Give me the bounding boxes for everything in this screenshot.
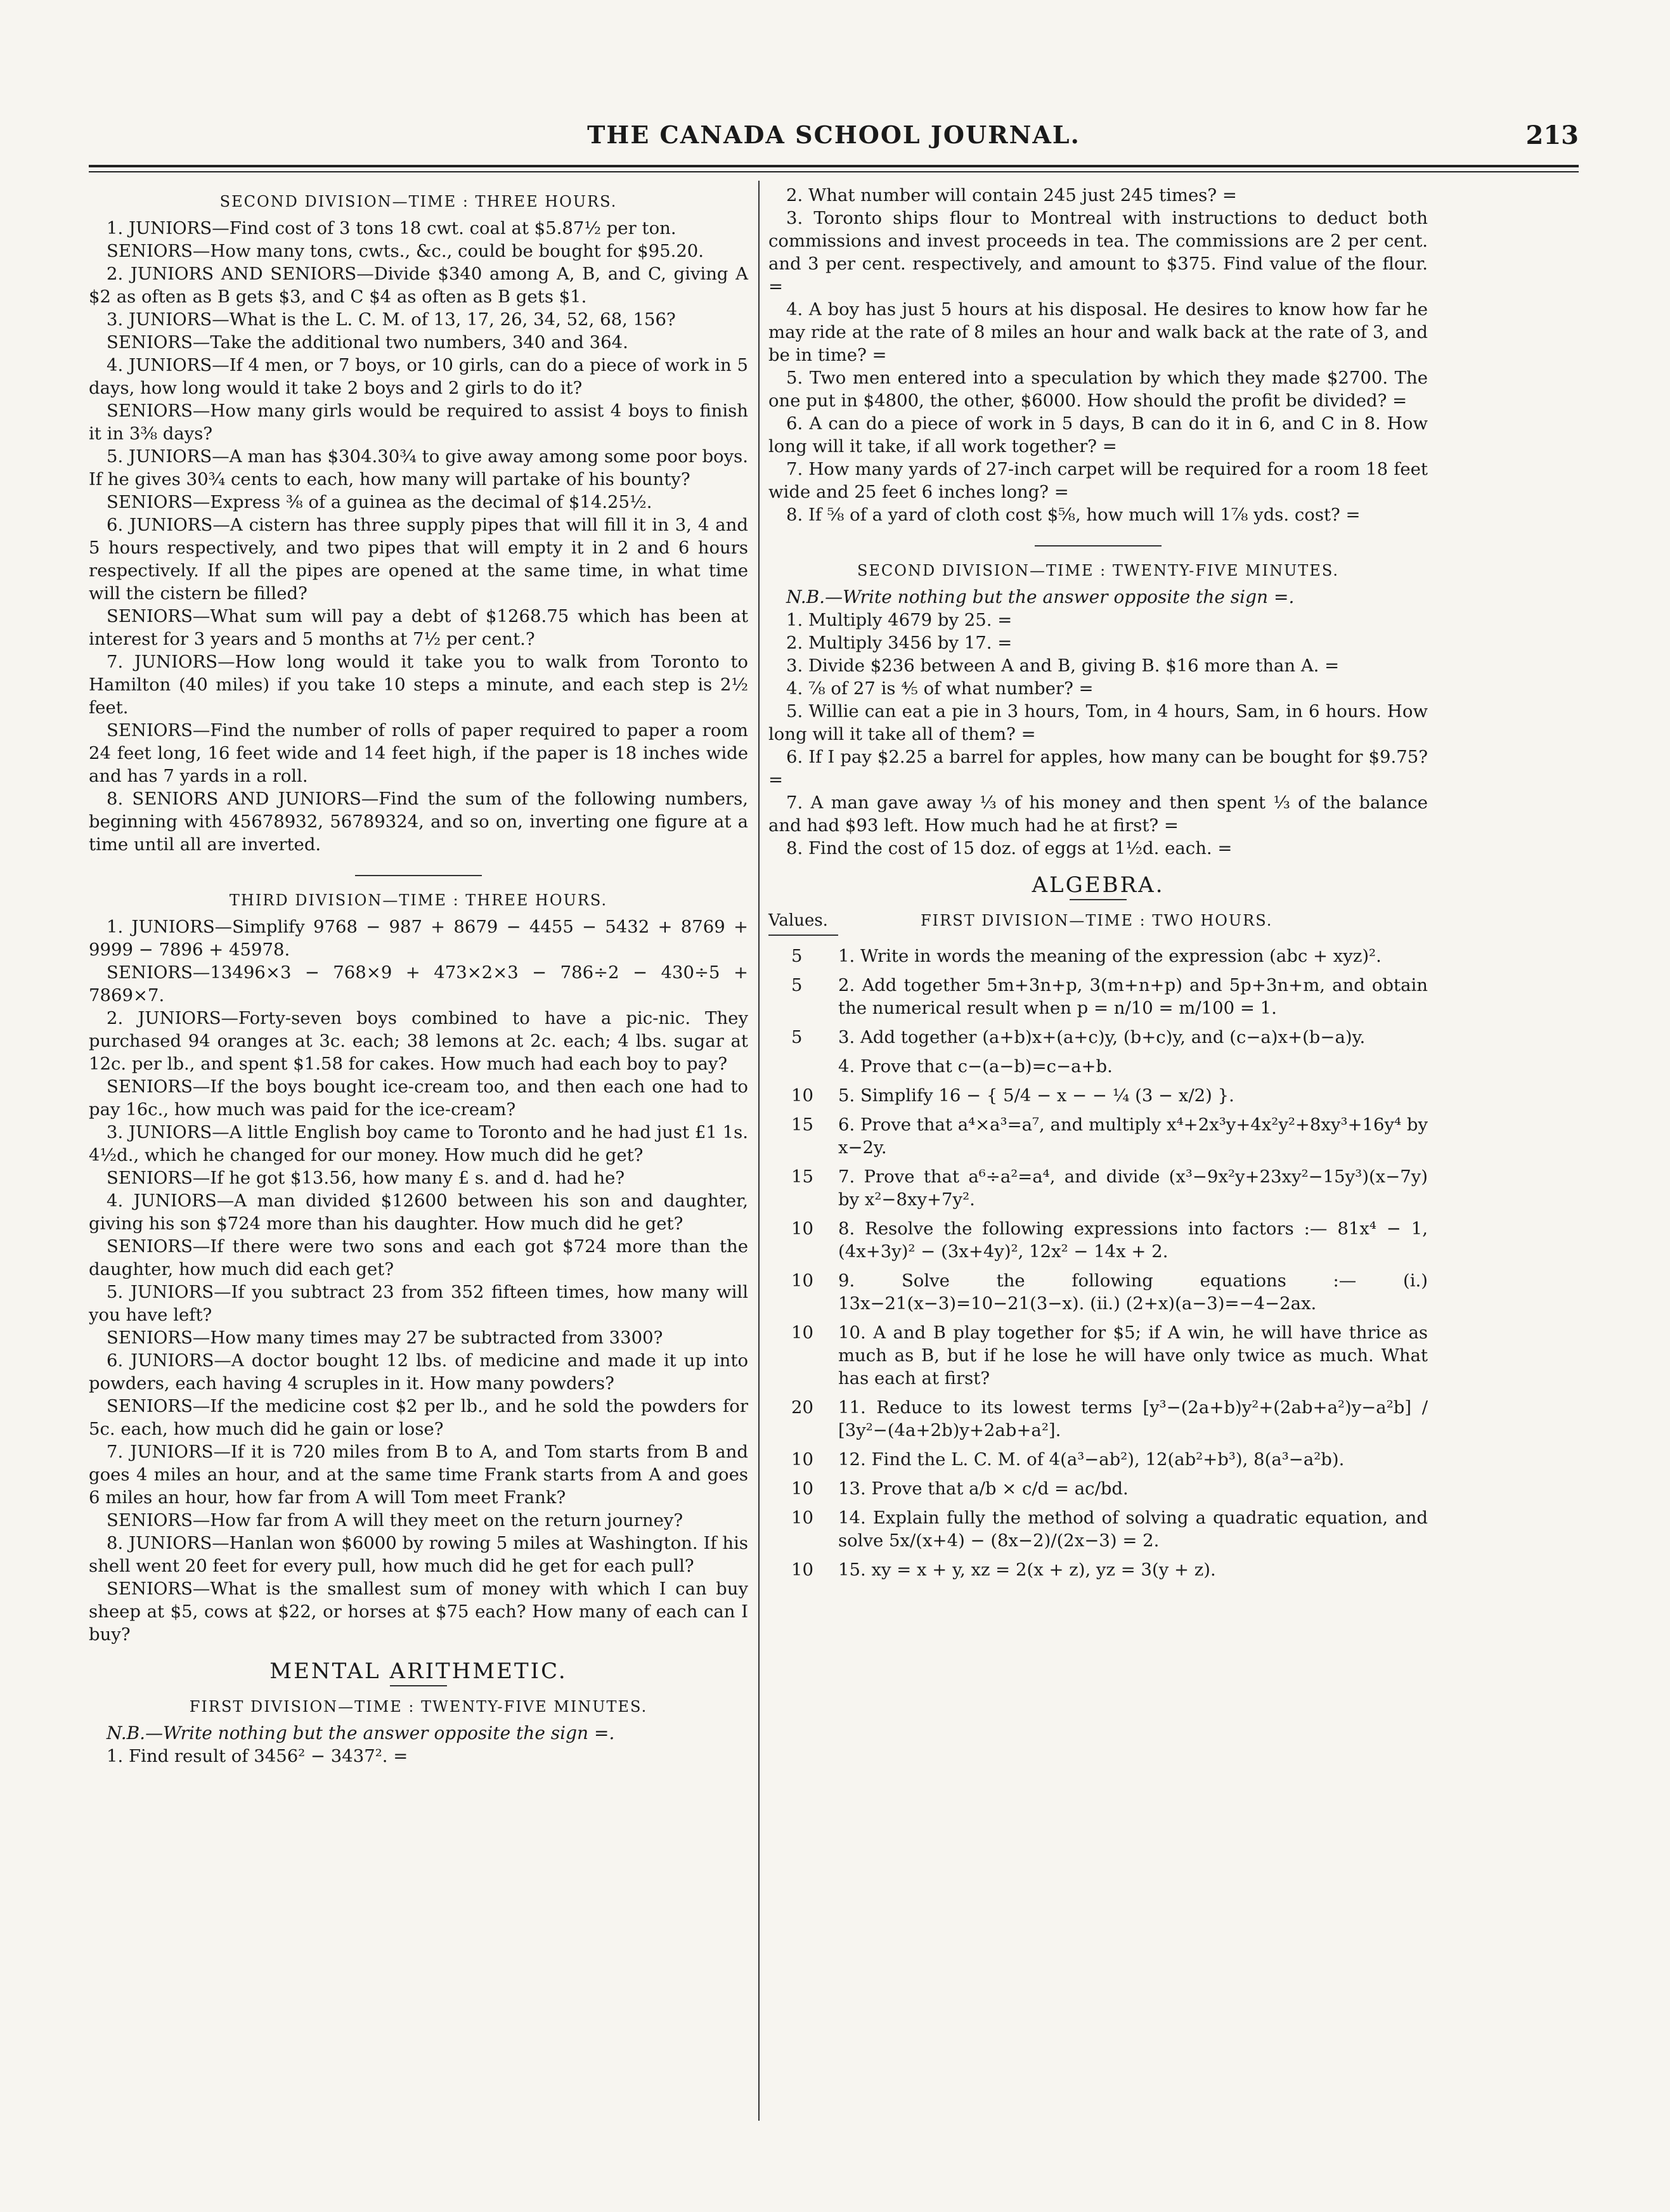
section-heading: SECOND DIVISION—TIME : THREE HOURS. <box>219 193 618 210</box>
question: 1. JUNIORS—Find cost of 3 tons 18 cwt. coal at $5.87½ per ton. <box>107 218 676 238</box>
question-value: 10 <box>791 1560 813 1580</box>
question: SENIORS—How far from A will they meet on the return journey? <box>107 1510 683 1530</box>
question-list <box>768 609 1428 860</box>
section-heading: SECOND DIVISION—TIME : TWENTY-FIVE MINUTES. <box>857 562 1340 579</box>
question-value: 15 <box>791 1167 813 1187</box>
question-text: 9. Solve the following equations :— (i.) 13x−21(x−3)=10−21(3−x). (ii.) (2+x)(a−3)=−4−2ax. <box>838 1271 1428 1314</box>
question-text: 3. Add together (a+b)x+(a+c)y, (b+c)y, and (c−a)x+(b−a)y. <box>838 1027 1366 1047</box>
question-text: 10. A and B play together for $5; if A win, he will have thrice as much as B, but if he lose he will have only twice as much. What has each at first? <box>838 1323 1428 1388</box>
question-text: 12. Find the L. C. M. of 4(a³−ab²), 12(ab²+b³), 8(a³−a²b). <box>838 1449 1345 1470</box>
question: SENIORS—If he got $13.56, how many £ s. and d. had he? <box>107 1168 625 1188</box>
question: SENIORS—How many times may 27 be subtracted from 3300? <box>107 1328 663 1348</box>
question: 6. JUNIORS—A cistern has three supply pipes that will fill it in 3, 4 and 5 hours respectively, and two pipes that will empty it in 2 and 6 hours respectively. If all the pipes are opened at the same time, in what time will the cistern be filled? <box>89 515 748 604</box>
question: 2. JUNIORS AND SENIORS—Divide $340 among A, B, and C, giving A $2 as often as B gets $3, and C $4 as often as B gets $1. <box>89 264 748 307</box>
question: 1. Multiply 4679 by 25. = <box>786 610 1013 630</box>
algebra-question <box>768 1448 1428 1471</box>
question: 7. JUNIORS—If it is 720 miles from B to A, and Tom starts from B and goes 4 miles an hour, and at the same time Frank starts from A and goes 6 miles an hour, how far from A will Tom meet Frank? <box>89 1442 748 1508</box>
question-value: 5 <box>791 1027 803 1047</box>
algebra-question <box>768 1558 1428 1581</box>
question: 4. JUNIORS—If 4 men, or 7 boys, or 10 girls, can do a piece of work in 5 days, how long would it take 2 boys and 2 girls to do it? <box>89 355 748 398</box>
question: 7. JUNIORS—How long would it take you to walk from Toronto to Hamilton (40 miles) if you take 10 steps a minute, and each step is 2½ feet. <box>89 652 748 718</box>
question: 4. JUNIORS—A man divided $12600 between his son and daughter, giving his son $724 more than his daughter. How much did he get? <box>89 1191 748 1234</box>
question: SENIORS—What sum will pay a debt of $1268.75 which has been at interest for 3 years and 5 months at 7½ per cent.? <box>89 606 748 649</box>
question: 5. JUNIORS—If you subtract 23 from 352 fifteen times, how many will you have left? <box>89 1282 748 1325</box>
section-heading: FIRST DIVISION—TIME : TWO HOURS. <box>921 912 1273 929</box>
algebra-question <box>768 1055 1428 1078</box>
question-value: 10 <box>791 1085 813 1106</box>
question-text: 1. Write in words the meaning of the expression (abc + xyz)². <box>838 946 1382 966</box>
question-text: 5. Simplify 16 − { 5/4 − x − − ¼ (3 − x/2) }. <box>838 1085 1234 1106</box>
algebra-question <box>768 1477 1428 1500</box>
question-value: 15 <box>791 1115 813 1135</box>
question: 3. JUNIORS—What is the L. C. M. of 13, 17, 26, 34, 52, 68, 156? <box>107 309 676 330</box>
question: 5. JUNIORS—A man has $304.30¾ to give away among some poor boys. If he gives 30¾ cents to each, how many will partake of his bounty? <box>89 446 748 489</box>
question: 8. If ⅝ of a yard of cloth cost $⅝, how much will 1⅞ yds. cost? = <box>786 505 1361 525</box>
question-list <box>89 217 748 856</box>
instruction-note: N.B.—Write nothing but the answer opposite the sign =. <box>786 586 1295 607</box>
question: 3. Divide $236 between A and B, giving B. $16 more than A. = <box>786 656 1340 676</box>
question: SENIORS—13496×3 − 768×9 + 473×2×3 − 786÷2 − 430÷5 + 7869×7. <box>89 962 748 1006</box>
question-list <box>89 915 748 1646</box>
algebra-question <box>768 1084 1428 1107</box>
question: 1. Find result of 3456² − 3437². = <box>107 1746 408 1766</box>
question-list <box>768 184 1428 526</box>
question: 5. Willie can eat a pie in 3 hours, Tom, in 4 hours, Sam, in 6 hours. How long will it take all of them? = <box>768 701 1428 744</box>
heading-separator <box>390 1685 447 1686</box>
question-text: 7. Prove that a⁶÷a²=a⁴, and divide (x³−9x²y+23xy²−15y³)(x−7y) by x²−8xy+7y². <box>838 1167 1428 1210</box>
question-value: 10 <box>791 1219 813 1239</box>
question: SENIORS—If the medicine cost $2 per lb., and he sold the powders for 5c. each, how much did he gain or lose? <box>89 1396 748 1439</box>
algebra-question <box>768 1026 1428 1049</box>
algebra-question <box>768 1165 1428 1211</box>
algebra-question <box>768 1217 1428 1263</box>
question: SENIORS—If the boys bought ice-cream too, and then each one had to pay 16c., how much was paid for the ice-cream? <box>89 1077 748 1120</box>
question: SENIORS—Take the additional two numbers, 340 and 364. <box>107 332 628 352</box>
question-text: 8. Resolve the following expressions into factors :— 81x⁴ − 1, (4x+3y)² − (3x+4y)², 12x² − 14x + 2. <box>838 1219 1428 1262</box>
question-text: 14. Explain fully the method of solving a quadratic equation, and solve 5x/(x+4) − (8x−2)/(2x−3) = 2. <box>838 1508 1428 1551</box>
question-text: 4. Prove that c−(a−b)=c−a+b. <box>838 1056 1113 1077</box>
question: SENIORS—How many girls would be required to assist 4 boys to finish it in 3⅜ days? <box>89 401 748 444</box>
question: 6. JUNIORS—A doctor bought 12 lbs. of medicine and made it up into powders, each having 4 scruples in it. How many powders? <box>89 1350 748 1394</box>
algebra-question <box>768 1396 1428 1442</box>
question: 2. JUNIORS—Forty-seven boys combined to have a pic-nic. They purchased 94 oranges at 3c. each; 38 lemons at 2c. each; 4 lbs. sugar at 12c. per lb., and spent $1.58 for cakes. How much had each boy to pay? <box>89 1008 748 1074</box>
question-value: 10 <box>791 1508 813 1528</box>
values-label: Values. <box>768 911 828 930</box>
question-text: 11. Reduce to its lowest terms [y³−(2a+b)y²+(2ab+a²)y−a²b] / [3y²−(4a+2b)y+2ab+a²]. <box>838 1397 1428 1440</box>
question: 7. A man gave away ⅓ of his money and then spent ⅓ of the balance and had $93 left. How much had he at first? = <box>768 792 1428 836</box>
question: 1. JUNIORS—Simplify 9768 − 987 + 8679 − 4455 − 5432 + 8769 + 9999 − 7896 + 45978. <box>89 917 748 960</box>
question: 8. JUNIORS—Hanlan won $6000 by rowing 5 miles at Washington. If his shell went 20 feet for every pull, how much did he get for each pull? <box>89 1533 748 1576</box>
question: SENIORS—Express ⅜ of a guinea as the decimal of $14.25½. <box>107 492 652 512</box>
algebra-question-list <box>768 945 1428 1581</box>
question-text: 2. Add together 5m+3n+p, 3(m+n+p) and 5p+3n+m, and obtain the numerical result when p = n/10 = m/100 = 1. <box>838 975 1428 1018</box>
section-separator <box>1035 545 1162 547</box>
question-value: 20 <box>791 1397 813 1418</box>
question: 8. SENIORS AND JUNIORS—Find the sum of the following numbers, beginning with 45678932, 56789324, and so on, inverting one figure at a time until all are inverted. <box>89 789 748 855</box>
question-text: 13. Prove that a/b × c/d = ac/bd. <box>838 1478 1129 1499</box>
header-rule-thin <box>89 171 1579 172</box>
heading-separator <box>1070 899 1127 900</box>
algebra-question <box>768 974 1428 1019</box>
section-heading: FIRST DIVISION—TIME : TWENTY-FIVE MINUTES. <box>189 1698 648 1716</box>
section-separator <box>355 875 482 876</box>
question-value: 5 <box>791 975 803 995</box>
question: 4. A boy has just 5 hours at his disposal. He desires to know how far he may ride at the rate of 8 miles an hour and walk back at the rate of 3, and be in time? = <box>768 299 1428 365</box>
algebra-question <box>768 1506 1428 1552</box>
question-text: 6. Prove that a⁴×a³=a⁷, and multiply x⁴+2x³y+4x²y²+8xy³+16y⁴ by x−2y. <box>838 1115 1428 1158</box>
left-column <box>89 184 748 1768</box>
question-value: 10 <box>791 1478 813 1499</box>
algebra-question <box>768 945 1428 967</box>
question: 5. Two men entered into a speculation by which they made $2700. The one put in $4800, the other, $6000. How should the profit be divided? = <box>768 368 1428 411</box>
question-value: 10 <box>791 1449 813 1470</box>
question: 3. Toronto ships flour to Montreal with instructions to deduct both commissions and invest proceeds in tea. The commissions are 2 per cent. and 3 per cent. respectively, and amount to $375. Find value of the flour. = <box>768 208 1428 297</box>
instruction-note: N.B.—Write nothing but the answer opposite the sign =. <box>107 1723 615 1743</box>
journal-title: THE CANADA SCHOOL JOURNAL. <box>587 120 1080 149</box>
page-header <box>89 120 1579 158</box>
values-underline <box>768 935 838 936</box>
question: 6. A can do a piece of work in 5 days, B can do it in 6, and C in 8. How long will it take, if all work together? = <box>768 413 1428 456</box>
question-value: 5 <box>791 946 803 966</box>
values-header <box>768 909 1428 932</box>
right-column <box>768 184 1428 1588</box>
algebra-heading: ALGEBRA. <box>1032 872 1165 898</box>
section-heading: THIRD DIVISION—TIME : THREE HOURS. <box>229 891 608 909</box>
question: 7. How many yards of 27-inch carpet will be required for a room 18 feet wide and 25 feet 6 inches long? = <box>768 459 1428 502</box>
question: SENIORS—What is the smallest sum of money with which I can buy sheep at $5, cows at $22, or horses at $75 each? How many of each can I buy? <box>89 1579 748 1645</box>
question: 3. JUNIORS—A little English boy came to Toronto and he had just £1 1s. 4½d., which he changed for our money. How much did he get? <box>89 1122 748 1165</box>
mental-arithmetic-heading: MENTAL ARITHMETIC. <box>269 1659 567 1684</box>
question: 2. Multiply 3456 by 17. = <box>786 633 1013 653</box>
question: 2. What number will contain 245 just 245 times? = <box>786 185 1237 205</box>
column-divider <box>758 181 760 2121</box>
question-value: 10 <box>791 1271 813 1291</box>
header-rule-thick <box>89 165 1579 167</box>
question: 4. ⅞ of 27 is ⅘ of what number? = <box>786 678 1094 699</box>
question: SENIORS—Find the number of rolls of paper required to paper a room 24 feet long, 16 feet wide and 14 feet high, if the paper is 18 inches wide and has 7 yards in a roll. <box>89 720 748 786</box>
question-value: 10 <box>791 1323 813 1343</box>
question: 6. If I pay $2.25 a barrel for apples, how many can be bought for $9.75? = <box>768 747 1428 790</box>
algebra-question <box>768 1321 1428 1390</box>
question: SENIORS—How many tons, cwts., &c., could be bought for $95.20. <box>107 241 704 261</box>
question: SENIORS—If there were two sons and each got $724 more than the daughter, how much did each get? <box>89 1236 748 1279</box>
page-number: 213 <box>1525 120 1579 150</box>
question: 8. Find the cost of 15 doz. of eggs at 1½d. each. = <box>786 838 1233 858</box>
algebra-question <box>768 1269 1428 1315</box>
algebra-question <box>768 1113 1428 1159</box>
question-text: 15. xy = x + y, xz = 2(x + z), yz = 3(y + z). <box>838 1560 1216 1580</box>
